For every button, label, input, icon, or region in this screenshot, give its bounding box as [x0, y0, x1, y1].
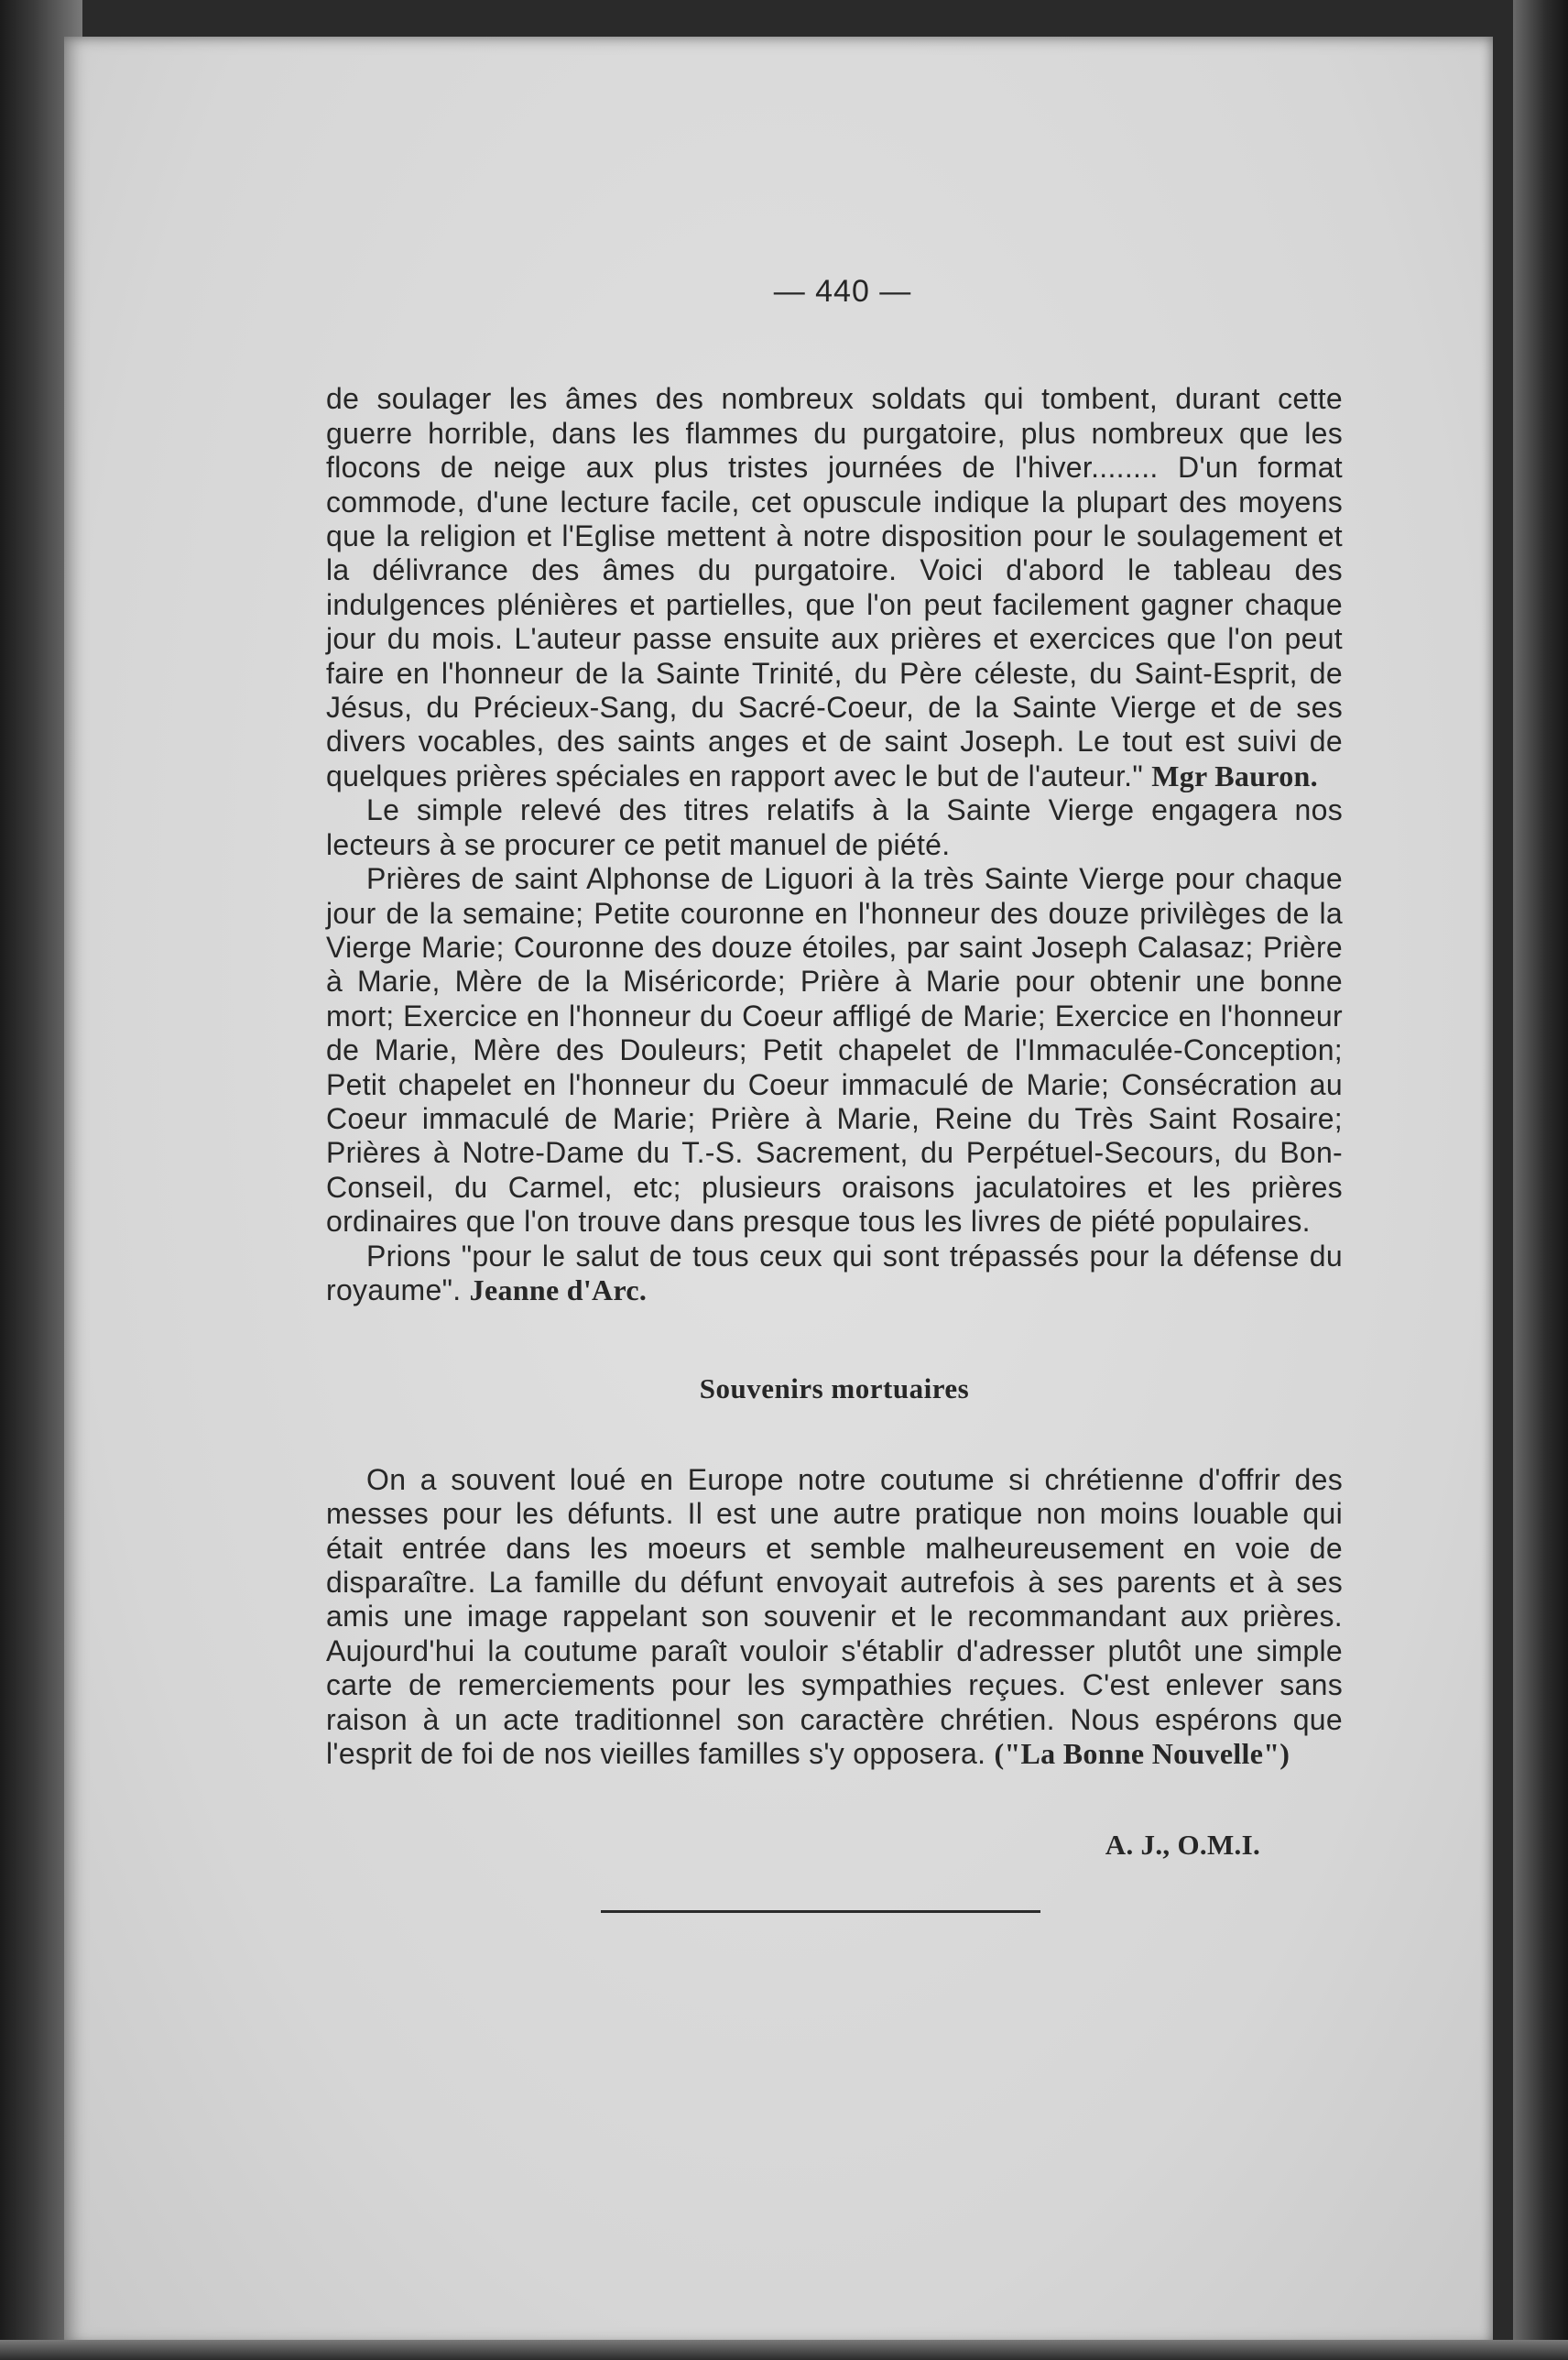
closing-rule	[601, 1910, 1040, 1913]
paragraph-5-text: On a souvent loué en Europe notre coutume si chrétienne d'offrir des messes pour les défunts. Il est une autre pratique non moins louable qui était entrée dans les moeurs et semble malheureusement en voie de disparaître. La famille du défunt envoyait autrefois à ses parents et à ses amis une image rappelant son souvenir et le recommandant aux prières. Aujourd'hui la coutume paraît vouloir s'établir d'adresser plutôt une simple carte de remerciements pour les sympathies reçues. C'est enlever sans raison à un acte traditionnel son caractère chrétien. Nous espérons que l'esprit de foi de nos vieilles familles s'y opposera.	[326, 1462, 1343, 1771]
page-number: — 440 —	[773, 274, 912, 309]
paragraph-5-source: ("La Bonne Nouvelle")	[994, 1737, 1290, 1771]
paragraph-4-text: Prions "pour le salut de tous ceux qui sont trépassés pour la défense du royaume".	[326, 1239, 1343, 1306]
paragraph-2: Le simple relevé des titres relatifs à la Sainte Vierge engagera nos lecteurs à se procurer ce petit manuel de piété.	[326, 793, 1343, 861]
paragraph-1-text: de soulager les âmes des nombreux soldats qui tombent, durant cette guerre horrible, dans les flammes du purgatoire, plus nombreux que les flocons de neige aux plus tristes journées de l'hiver........ D'un format commode, d'une lecture facile, cet opuscule indique la plupart des moyens que la religion et l'Eglise mettent à notre disposition pour le soulagement et la délivrance des âmes du purgatoire. Voici d'abord le tableau des indulgences plénières et partielles, que l'on peut facilement gagner chaque jour du mois. L'auteur passe ensuite aux prières et exercices que l'on peut faire en l'honneur de la Sainte Trinité, du Père céleste, du Saint-Esprit, de Jésus, du Précieux-Sang, du Sacré-Coeur, de la Sainte Vierge et de ses divers vocables, des saints anges et de saint Joseph. Le tout est suivi de quelques prières spéciales en rapport avec le but de l'auteur."	[326, 382, 1343, 792]
signature: A. J., O.M.I.	[1105, 1829, 1260, 1862]
paragraph-4	[326, 1240, 1343, 1308]
section-heading: Souvenirs mortuaires	[699, 1372, 970, 1405]
paragraph-1	[326, 382, 1343, 793]
paragraph-1-author: Mgr Bauron.	[1151, 759, 1318, 792]
scan-right-border	[1513, 0, 1568, 2360]
page-text	[326, 275, 1343, 1913]
scan-bottom-border	[0, 2340, 1568, 2360]
paragraph-4-author: Jeanne d'Arc.	[469, 1273, 648, 1306]
paragraph-5	[326, 1463, 1343, 1772]
paragraph-3: Prières de saint Alphonse de Liguori à la très Sainte Vierge pour chaque jour de la semaine; Petite couronne en l'honneur des douze privilèges de la Vierge Marie; Couronne des douze étoiles, par saint Joseph Calasaz; Prière à Marie, Mère de la Miséricorde; Prière à Marie pour obtenir une bonne mort; Exercice en l'honneur du Coeur affligé de Marie; Exercice en l'honneur de Marie, Mère des Douleurs; Petit chapelet de l'Immaculée-Conception; Petit chapelet en l'honneur du Coeur immaculé de Marie; Consécration au Coeur immaculé de Marie; Prière à Marie, Reine du Très Saint Rosaire; Prières à Notre-Dame du T.-S. Sacrement, du Perpétuel-Secours, du Bon-Conseil, du Carmel, etc; plusieurs oraisons jaculatoires et les prières ordinaires que l'on trouve dans presque tous les livres de piété populaires.	[326, 862, 1343, 1239]
